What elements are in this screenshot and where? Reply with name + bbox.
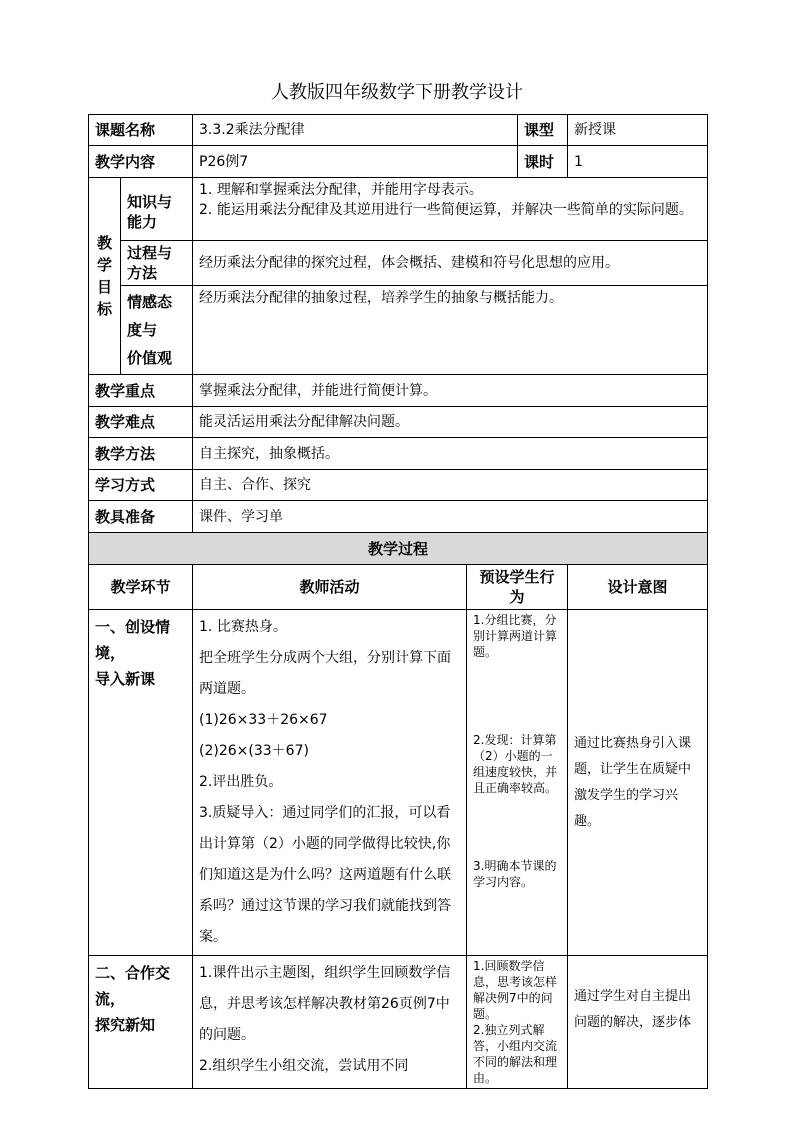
knowledge-label: 知识与能力 — [121, 178, 193, 241]
content-value: P26例7 — [193, 146, 518, 178]
key-point-label: 教学重点 — [89, 375, 193, 407]
stage2-student: 1.回顾数学信息，思考该怎样解决例7中的问题。 2.独立列式解答，小组内交流不同的解法和理由。 — [467, 956, 568, 1089]
emotion-value: 经历乘法分配律的抽象过程，培养学生的抽象与概括能力。 — [193, 286, 708, 375]
content-label: 教学内容 — [89, 146, 193, 178]
stage1-student: 1.分组比赛，分别计算两道计算题。 2.发现：计算第（2）小题的一组速度较快，并且正确率较高。 3.明确本节课的学习内容。 — [467, 610, 568, 956]
stage2-teacher: 1.课件出示主题图，组织学生回顾数学信息，并思考该怎样解决教材第26页例7中的问题。 2.组织学生小组交流，尝试用不同 — [193, 956, 467, 1089]
process-method-label: 过程与方法 — [121, 241, 193, 286]
type-label: 课型 — [518, 115, 568, 146]
key-point-value: 掌握乘法分配律，并能进行简便计算。 — [193, 375, 708, 407]
hours-value: 1 — [568, 146, 708, 178]
difficulty-value: 能灵活运用乘法分配律解决问题。 — [193, 407, 708, 438]
col-intent-header: 设计意图 — [568, 565, 708, 610]
course-name-value: 3.3.2乘法分配律 — [193, 115, 518, 146]
process-method-value: 经历乘法分配律的探究过程，体会概括、建模和符号化思想的应用。 — [193, 241, 708, 286]
tools-value: 课件、学习单 — [193, 501, 708, 533]
col-teacher-header: 教师活动 — [193, 565, 467, 610]
col-stage-header: 教学环节 — [89, 565, 193, 610]
stage2-intent: 通过学生对自主提出问题的解决，逐步体 — [568, 956, 708, 1089]
knowledge-value: 1. 理解和掌握乘法分配律，并能用字母表示。 2. 能运用乘法分配律及其逆用进行一些简便运算，并解决一些简单的实际问题。 — [193, 178, 708, 241]
course-name-label: 课题名称 — [89, 115, 193, 146]
difficulty-label: 教学难点 — [89, 407, 193, 438]
stage1-name: 一、创设情境， 导入新课 — [89, 610, 193, 956]
process-heading: 教学过程 — [89, 533, 708, 565]
stage1-teacher: 1. 比赛热身。 把全班学生分成两个大组，分别计算下面两道题。 (1)26×33＋26×67 (2)26×(33＋67) 2.评出胜负。 3.质疑导入：通过同学们的汇报，可以看出计算第（2）小题的同学做得比较快,你们知道这是为什么吗？这两道题有什么联系吗？通过这节课的学习我们就能找到答案。 — [193, 610, 467, 956]
goals-label: 教 学 目 标 — [89, 178, 121, 375]
study-mode-value: 自主、合作、探究 — [193, 470, 708, 501]
emotion-label: 情感态度与 价值观 — [121, 286, 193, 375]
stage2-name: 二、合作交流， 探究新知 — [89, 956, 193, 1089]
lesson-plan-table — [88, 114, 708, 1089]
method-value: 自主探究，抽象概括。 — [193, 438, 708, 470]
hours-label: 课时 — [518, 146, 568, 178]
stage1-intent: 通过比赛热身引入课题，让学生在质疑中激发学生的学习兴趣。 — [568, 610, 708, 956]
tools-label: 教具准备 — [89, 501, 193, 533]
type-value: 新授课 — [568, 115, 708, 146]
study-mode-label: 学习方式 — [89, 470, 193, 501]
col-student-header: 预设学生行为 — [467, 565, 568, 610]
document-title: 人教版四年级数学下册教学设计 — [271, 82, 523, 103]
method-label: 教学方法 — [89, 438, 193, 470]
